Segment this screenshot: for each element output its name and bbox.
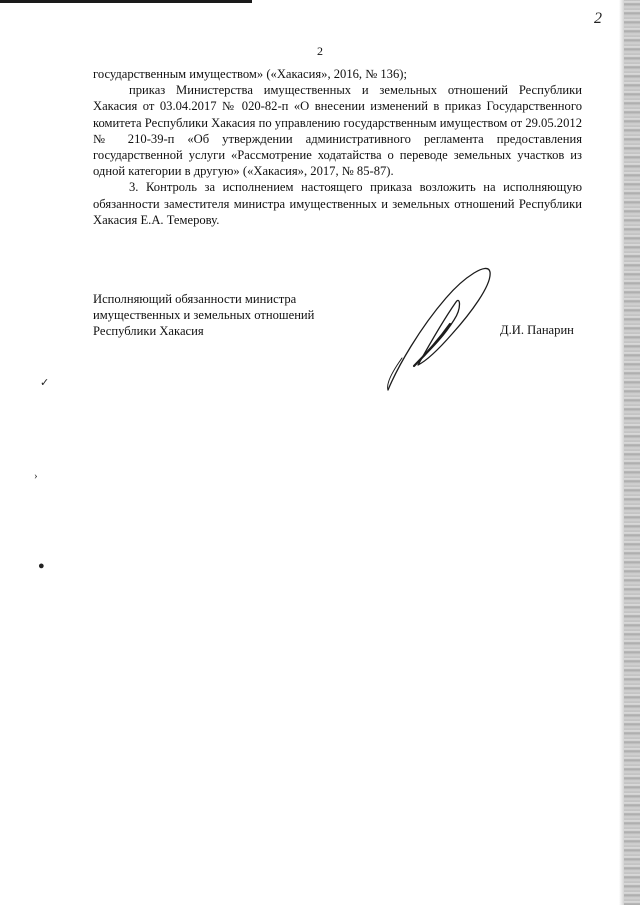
signer-title-line: имущественных и земельных отношений [93, 308, 315, 323]
signer-name: Д.И. Панарин [500, 323, 574, 337]
page-number: 2 [317, 44, 323, 58]
signer-title-line: Республики Хакасия [93, 324, 204, 339]
scan-edge-noise [624, 0, 640, 905]
paragraph-control-clause: 3. Контроль за исполнением настоящего приказа возложить на исполняющую обязанности заместителя министра имущественных и земельных отношений Республики Хакасия Е.А. Темерову. [93, 180, 582, 227]
margin-check-mark-icon: ✓ [40, 377, 50, 389]
top-scan-rule [0, 0, 252, 3]
signer-title [93, 291, 393, 340]
margin-arrow-mark-icon: › [34, 470, 38, 482]
paragraph-order-reference: приказ Министерства имущественных и земельных отношений Республики Хакасия от 03.04.2017 № 020-82-п «О внесении изменений в приказ Государственного комитета Республики Хакасия по управлению государственным имуществом от 29.05.2012 № 210-39-п «Об утверждении административного регламента предоставления государственной услуги «Рассмотрение ходатайства о переводе земельных участков из одной категории в другую» («Хакасия», 2017, № 85-87). [93, 83, 582, 179]
margin-dot-mark-icon: ● [38, 560, 45, 572]
handwritten-signature [380, 262, 495, 394]
paragraph-continuation: государственным имуществом» («Хакасия», 2016, № 136); [93, 67, 407, 81]
handwritten-page-mark: 2 [594, 10, 602, 27]
document-body [93, 66, 582, 228]
signer-title-line: Исполняющий обязанности министра [93, 292, 297, 306]
